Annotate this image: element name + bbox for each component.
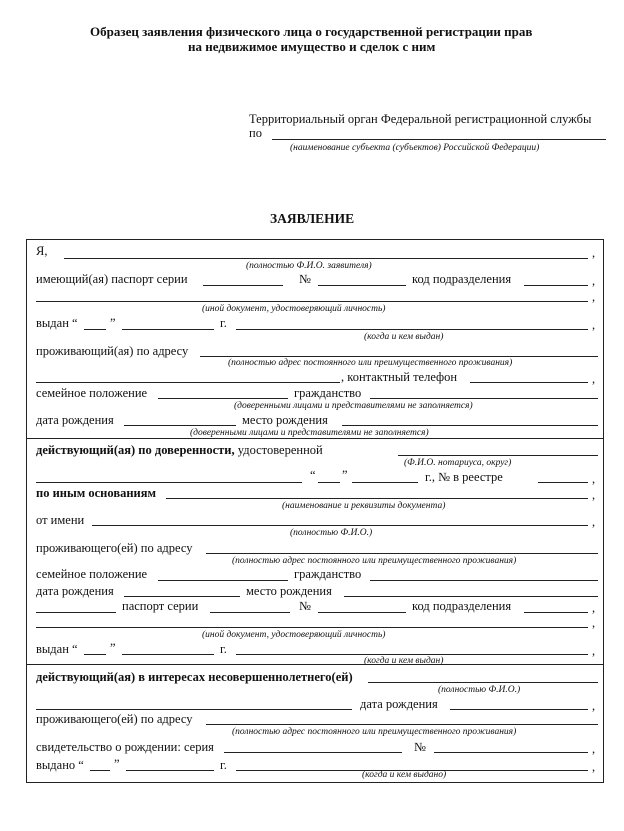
proxy-line2-field[interactable] bbox=[36, 482, 302, 483]
principal-passport-number-label: № bbox=[299, 599, 311, 613]
principal-marital-field[interactable] bbox=[158, 580, 288, 581]
principal-other-id-field[interactable] bbox=[36, 627, 588, 628]
registry-label: г., № в реестре bbox=[425, 470, 503, 484]
minor-birthdate-label: дата рождения bbox=[360, 697, 438, 711]
citizenship-label: гражданство bbox=[294, 386, 362, 400]
minor-name-field-line2[interactable] bbox=[36, 709, 352, 710]
comma: , bbox=[592, 372, 596, 386]
address-caption: (полностью адрес постоянного или преимущественного проживания) bbox=[228, 358, 513, 368]
document-caption: (наименование и реквизиты документа) bbox=[282, 501, 446, 511]
comma: , bbox=[592, 318, 596, 332]
birthdate-label: дата рождения bbox=[36, 413, 114, 427]
birthplace-field[interactable] bbox=[342, 425, 598, 426]
marital-status-label: семейное положение bbox=[36, 386, 148, 400]
comma: , bbox=[592, 760, 596, 774]
principal-issued-month-field[interactable] bbox=[122, 654, 214, 655]
applicant-name-field[interactable] bbox=[64, 258, 588, 259]
document-title: ЗАЯВЛЕНИЕ bbox=[270, 211, 355, 226]
birth-certificate-series-field[interactable] bbox=[224, 752, 402, 753]
addressee-caption: (наименование субъекта (субъектов) Российской Федерации) bbox=[290, 143, 540, 153]
address-field-line2[interactable] bbox=[36, 382, 340, 383]
comma: , bbox=[592, 699, 596, 713]
principal-birthplace-field-line2[interactable] bbox=[36, 612, 116, 613]
minor-name-field[interactable] bbox=[368, 682, 598, 683]
address-field[interactable] bbox=[200, 356, 598, 357]
principal-citizenship-label: гражданство bbox=[294, 567, 362, 581]
section-divider-minor bbox=[26, 664, 604, 665]
ya-label: Я, bbox=[36, 244, 48, 258]
principal-passport-label: паспорт серии bbox=[122, 599, 199, 613]
proxy-certified-label: удостоверенной bbox=[234, 443, 323, 457]
proxy-label-bold: действующий(ая) по доверенности, bbox=[36, 443, 235, 457]
minor-name-caption: (полностью Ф.И.О.) bbox=[438, 685, 521, 695]
principal-address-caption: (полностью адрес постоянного или преимущественного проживания) bbox=[232, 556, 517, 566]
birthdate-field[interactable] bbox=[124, 425, 236, 426]
principal-other-id-caption: (иной документ, удостоверяющий личность) bbox=[202, 630, 386, 640]
principal-marital-label: семейное положение bbox=[36, 567, 148, 581]
other-id-caption: (иной документ, удостоверяющий личность) bbox=[202, 304, 386, 314]
quote-open: “ bbox=[310, 468, 316, 482]
principal-birthplace-label: место рождения bbox=[246, 584, 332, 598]
minor-address-label: проживающего(ей) по адресу bbox=[36, 712, 193, 726]
minor-issued-day-field[interactable] bbox=[90, 770, 110, 771]
comma: , bbox=[592, 274, 596, 288]
issued-label: выдан “ bbox=[36, 316, 78, 330]
passport-number-field[interactable] bbox=[318, 285, 406, 286]
minor-issued-month-field[interactable] bbox=[126, 770, 214, 771]
registry-number-field[interactable] bbox=[538, 482, 588, 483]
comma: , bbox=[592, 601, 596, 615]
phone-field[interactable] bbox=[470, 382, 588, 383]
year-suffix: г. bbox=[220, 758, 227, 772]
principal-address-label: проживающего(ей) по адресу bbox=[36, 541, 193, 555]
principal-name-field[interactable] bbox=[92, 525, 588, 526]
comma: , bbox=[592, 644, 596, 658]
passport-number-label: № bbox=[299, 272, 311, 286]
principal-issued-caption: (когда и кем выдан) bbox=[364, 656, 444, 666]
address-label: проживающий(ая) по адресу bbox=[36, 344, 189, 358]
passport-series-field[interactable] bbox=[203, 285, 283, 286]
comma: , bbox=[592, 488, 596, 502]
comma: , bbox=[592, 246, 596, 260]
principal-dept-field[interactable] bbox=[524, 612, 588, 613]
marital-status-field[interactable] bbox=[158, 398, 288, 399]
notary-caption: (Ф.И.О. нотариуса, округ) bbox=[404, 458, 512, 468]
comma: , bbox=[592, 616, 596, 630]
principal-issued-label: выдан “ bbox=[36, 642, 78, 656]
principal-dept-label: код подразделения bbox=[412, 599, 512, 613]
addressee-po-label: по bbox=[249, 126, 262, 140]
comma: , bbox=[592, 472, 596, 486]
comma: , bbox=[592, 742, 596, 756]
principal-citizenship-field[interactable] bbox=[370, 580, 598, 581]
minor-address-field[interactable] bbox=[206, 724, 598, 725]
principal-passport-number-field[interactable] bbox=[318, 612, 406, 613]
on-behalf-label: от имени bbox=[36, 513, 85, 527]
principal-passport-series-field[interactable] bbox=[210, 612, 290, 613]
birth-certificate-number-label: № bbox=[414, 740, 426, 754]
minor-birthdate-field[interactable] bbox=[450, 709, 588, 710]
document-heading-line2: на недвижимое имущество и сделок с ним bbox=[188, 39, 436, 54]
minor-address-caption: (полностью адрес постоянного или преимущественного проживания) bbox=[232, 727, 517, 737]
principal-issued-day-field[interactable] bbox=[84, 654, 106, 655]
other-grounds-label: по иным основаниям bbox=[36, 486, 157, 500]
principal-issued-by-field[interactable] bbox=[236, 654, 588, 655]
year-suffix: г. bbox=[220, 316, 227, 330]
section-divider-proxy bbox=[26, 438, 604, 439]
quote-close: ” bbox=[342, 468, 348, 482]
citizenship-field[interactable] bbox=[370, 398, 598, 399]
other-grounds-field[interactable] bbox=[166, 498, 588, 499]
quote-close: ” bbox=[110, 316, 116, 330]
issued-day-field[interactable] bbox=[84, 329, 106, 330]
department-code-field[interactable] bbox=[524, 285, 588, 286]
birthplace-label: место рождения bbox=[242, 413, 328, 427]
principal-birthdate-label: дата рождения bbox=[36, 584, 114, 598]
passport-series-label: имеющий(ая) паспорт серии bbox=[36, 272, 188, 286]
birth-caption: (доверенными лицами и представителями не заполняется) bbox=[190, 428, 429, 438]
addressee-field[interactable] bbox=[272, 139, 606, 140]
minor-label: действующий(ая) в интересах несовершеннолетнего(ей) bbox=[36, 670, 353, 684]
year-suffix: г. bbox=[220, 642, 227, 656]
document-heading-line1: Образец заявления физического лица о государственной регистрации прав bbox=[90, 24, 533, 39]
comma: , bbox=[592, 290, 596, 304]
notary-field[interactable] bbox=[398, 455, 598, 456]
minor-issued-caption: (когда и кем выдано) bbox=[362, 770, 447, 780]
principal-caption: (полностью Ф.И.О.) bbox=[290, 528, 373, 538]
issued-caption: (когда и кем выдан) bbox=[364, 332, 444, 342]
birth-certificate-label: свидетельство о рождении: серия bbox=[36, 740, 214, 754]
minor-issued-label: выдано “ bbox=[36, 758, 84, 772]
other-id-field[interactable] bbox=[36, 301, 588, 302]
marital-caption: (доверенными лицами и представителями не заполняется) bbox=[234, 401, 473, 411]
birth-certificate-number-field[interactable] bbox=[434, 752, 588, 753]
phone-label: , контактный телефон bbox=[341, 370, 458, 384]
department-code-label: код подразделения bbox=[412, 272, 512, 286]
addressee-label: Территориальный орган Федеральной регистрационной службы bbox=[249, 112, 592, 126]
comma: , bbox=[592, 515, 596, 529]
quote-close: ” bbox=[114, 757, 120, 771]
proxy-label bbox=[36, 443, 323, 457]
principal-birthplace-field[interactable] bbox=[344, 596, 598, 597]
applicant-name-caption: (полностью Ф.И.О. заявителя) bbox=[246, 261, 372, 271]
issued-by-field[interactable] bbox=[236, 329, 588, 330]
principal-address-field[interactable] bbox=[206, 553, 598, 554]
issued-month-field[interactable] bbox=[122, 329, 214, 330]
proxy-month-field[interactable] bbox=[352, 482, 418, 483]
proxy-day-field[interactable] bbox=[318, 482, 340, 483]
quote-close: ” bbox=[110, 641, 116, 655]
principal-birthdate-field[interactable] bbox=[124, 596, 240, 597]
